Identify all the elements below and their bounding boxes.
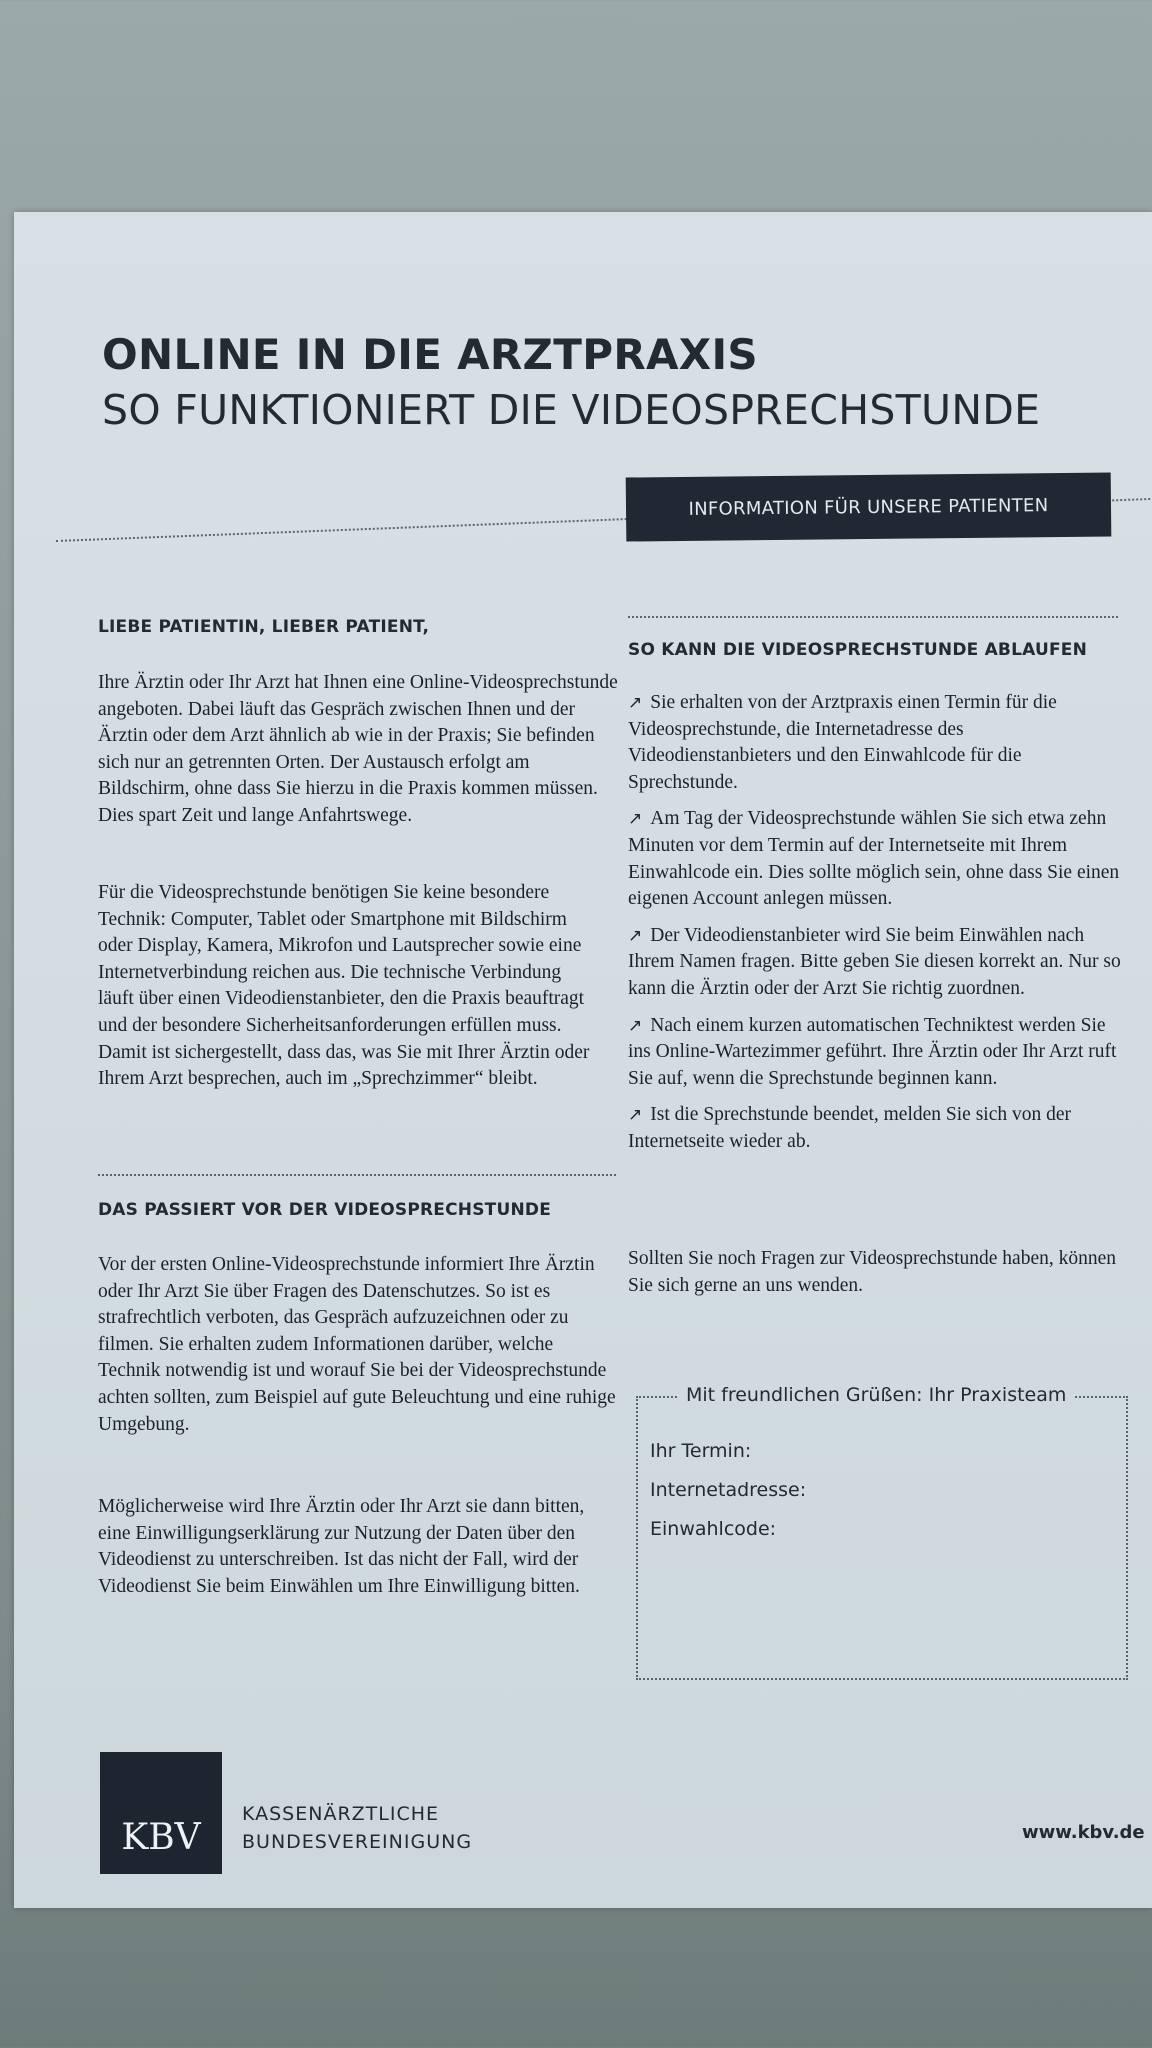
org-name-line1: KASSENÄRZTLICHE (242, 1803, 440, 1825)
consent-paragraph: Möglicherweise wird Ihre Ärztin oder Ihr Arzt sie dann bitten, eine Einwilligungserklärung zur Nutzung der Daten über den Videodienst zu unterschreiben. Ist das nicht der Fall, wird der Videodienst Sie beim Einwählen um Ihre Einwilligung bitten. (98, 1496, 585, 1597)
appointment-label: Ihr Termin: (650, 1440, 752, 1462)
procedure-heading: SO KANN DIE VIDEOSPRECHSTUNDE ABLAUFEN (628, 640, 1088, 660)
info-banner: INFORMATION FÜR UNSERE PATIENTEN (626, 472, 1112, 541)
before-consultation-heading: DAS PASSIERT VOR DER VIDEOSPRECHSTUNDE (98, 1200, 552, 1220)
page-subtitle: SO FUNKTIONIERT DIE VIDEOSPRECHSTUNDE (102, 386, 1041, 434)
arrow-up-right-icon: ↗ (628, 925, 643, 946)
list-item: ↗ Sie erhalten von der Arztpraxis einen Termin für die Videosprechstunde, die Internetadresse des Videodienstanbieters und den Einwahlcode für die Sprechstunde. (628, 692, 1057, 793)
arrow-up-right-icon: ↗ (628, 1015, 643, 1036)
greeting-heading: LIEBE PATIENTIN, LIEBER PATIENT, (98, 617, 430, 637)
privacy-paragraph: Vor der ersten Online-Videosprechstunde informiert Ihre Ärztin oder Ihr Arzt Sie über Fragen des Datenschutzes. So ist es strafrechtlich verboten, das Gespräch aufzuzeichnen oder zu filmen. Sie erhalten zudem Informationen darüber, welche Technik notwendig ist und worauf Sie bei der Videosprechstunde achten sollten, zum Beispiel auf gute Beleuchtung und eine ruhige Umgebung. (98, 1254, 616, 1435)
dotted-divider-right (628, 616, 1118, 618)
technology-paragraph: Für die Videosprechstunde benötigen Sie keine besondere Technik: Computer, Tablet oder Smartphone mit Bildschirm oder Display, Kamera, Mikrofon und Lautsprecher sowie eine Internetverbindung reichen aus. Die technische Verbindung läuft über einen Videodienstanbieter, den die Praxis beauftragt und der besondere Sicherheitsanforderungen erfüllen muss. Damit ist sichergestellt, dass das, was Sie mit Ihrer Ärztin oder Ihrem Arzt besprechen, auch im „Sprechzimmer“ bleibt. (98, 882, 590, 1090)
web-address-label: Internetadresse: (650, 1479, 807, 1501)
intro-paragraph: Ihre Ärztin oder Ihr Arzt hat Ihnen eine Online-Videosprechstunde angeboten. Dabei läuft das Gespräch zwischen Ihnen und der Ärztin oder dem Arzt ähnlich ab wie in der Praxis; Sie befinden sich nur an getrennten Orten. Der Austausch erfolgt am Bildschirm, ohne dass Sie hierzu in die Praxis kommen müssen. Dies spart Zeit und lange Anfahrtswege. (98, 672, 618, 826)
closing-paragraph: Sollten Sie noch Fragen zur Videosprechstunde haben, können Sie sich gerne an uns wenden. (628, 1248, 1117, 1296)
dial-in-code-label: Einwahlcode: (650, 1518, 777, 1540)
list-item: ↗ Der Videodienstanbieter wird Sie beim Einwählen nach Ihrem Namen fragen. Bitte geben Sie diesen korrekt an. Nur so kann die Ärztin oder der Arzt Sie richtig zuordnen. (628, 924, 1121, 999)
kbv-logo: KBV (100, 1752, 222, 1874)
website-link: www.kbv.de (1022, 1822, 1145, 1843)
arrow-up-right-icon: ↗ (628, 809, 643, 830)
dotted-divider-left (98, 1174, 616, 1176)
box-heading: Mit freundlichen Grüßen: Ihr Praxisteam (678, 1384, 1074, 1406)
list-item: ↗ Nach einem kurzen automatischen Techniktest werden Sie ins Online-Wartezimmer geführt. Ihre Ärztin oder Ihr Arzt ruft Sie auf, wenn die Sprechstunde beginnen kann. (628, 1014, 1117, 1089)
arrow-up-right-icon: ↗ (628, 1105, 643, 1126)
list-item: ↗ Ist die Sprechstunde beendet, melden Sie sich von der Internetseite wieder ab. (628, 1104, 1072, 1152)
list-item: ↗ Am Tag der Videosprechstunde wählen Sie sich etwa zehn Minuten vor dem Termin auf der Internetseite mit Ihrem Einwahlcode ein. Dies sollte möglich sein, ohne dass Sie einen eigenen Account anlegen müssen. (628, 808, 1120, 910)
procedure-steps (628, 690, 1122, 1166)
flyer-page (14, 212, 1152, 1908)
org-name-line2: BUNDESVEREINIGUNG (242, 1831, 473, 1853)
appointment-box (636, 1384, 1128, 1680)
page-title: ONLINE IN DIE ARZTPRAXIS (102, 330, 758, 379)
arrow-up-right-icon: ↗ (628, 693, 643, 713)
